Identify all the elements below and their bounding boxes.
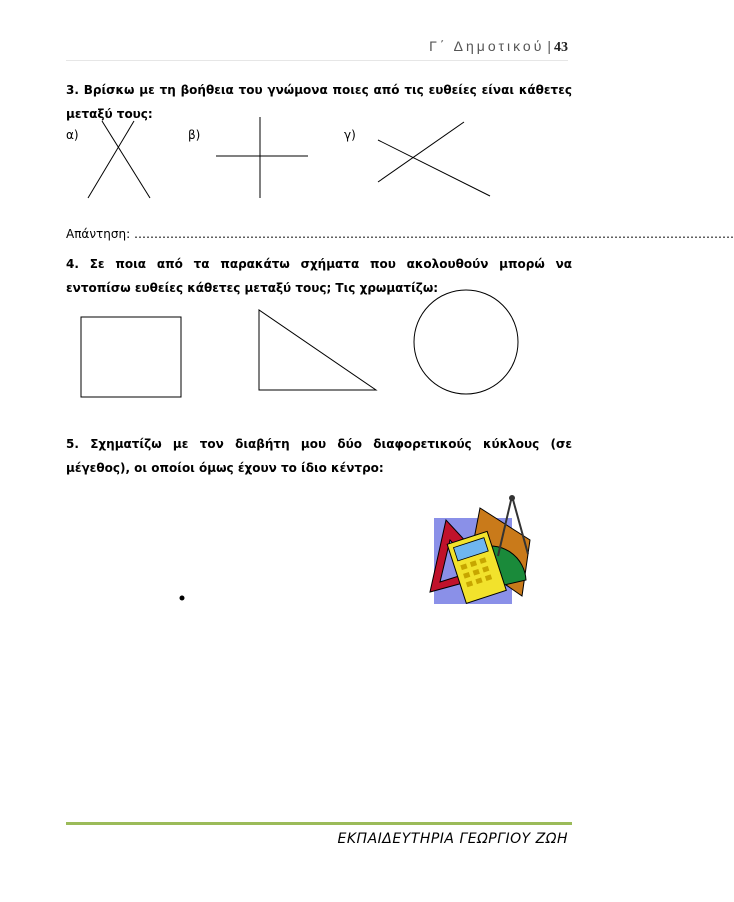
- square-shape: [81, 317, 181, 397]
- answer-line: Απάντηση: ……………………………………………………………………………………………………………………………………: [66, 227, 734, 241]
- header-subject: Γ΄ Δημοτικού: [429, 38, 545, 54]
- footer-author: ΕΚΠΑΙΔΕΥΤΗΡΙΑ ΓΕΩΡΓΙΟΥ ΖΩΗ: [337, 831, 568, 847]
- option-a-label: α): [66, 128, 79, 142]
- question-5-text: 5. Σχηματίζω με τον διαβήτη μου δύο διαφορετικούς κύκλους (σε μέγεθος), οι οποίοι όμως έχουν το ίδιο κέντρο:: [66, 437, 572, 475]
- option-b-label: β): [188, 128, 201, 142]
- footer-divider: [66, 822, 572, 825]
- question-3-text: 3. Βρίσκω με τη βοήθεια του γνώμονα ποιες από τις ευθείες είναι κάθετες μεταξύ τους:: [66, 83, 572, 121]
- option-c-label: γ): [344, 128, 356, 142]
- page-number: 43: [554, 40, 568, 55]
- circle-shape: [414, 290, 518, 394]
- geometry-tools-clipart-icon: [430, 495, 530, 604]
- lines-gamma: [378, 122, 490, 196]
- center-point: [180, 596, 185, 601]
- lines-beta: [216, 117, 308, 198]
- question-4-text: 4. Σε ποια από τα παρακάτω σχήματα που ακολουθούν μπορώ να εντοπίσω ευθείες κάθετες μεταξύ τους; Τις χρωματίζω:: [66, 257, 572, 295]
- lines-alpha: [88, 121, 150, 198]
- right-triangle-shape: [259, 310, 376, 390]
- header-separator: |: [547, 38, 551, 54]
